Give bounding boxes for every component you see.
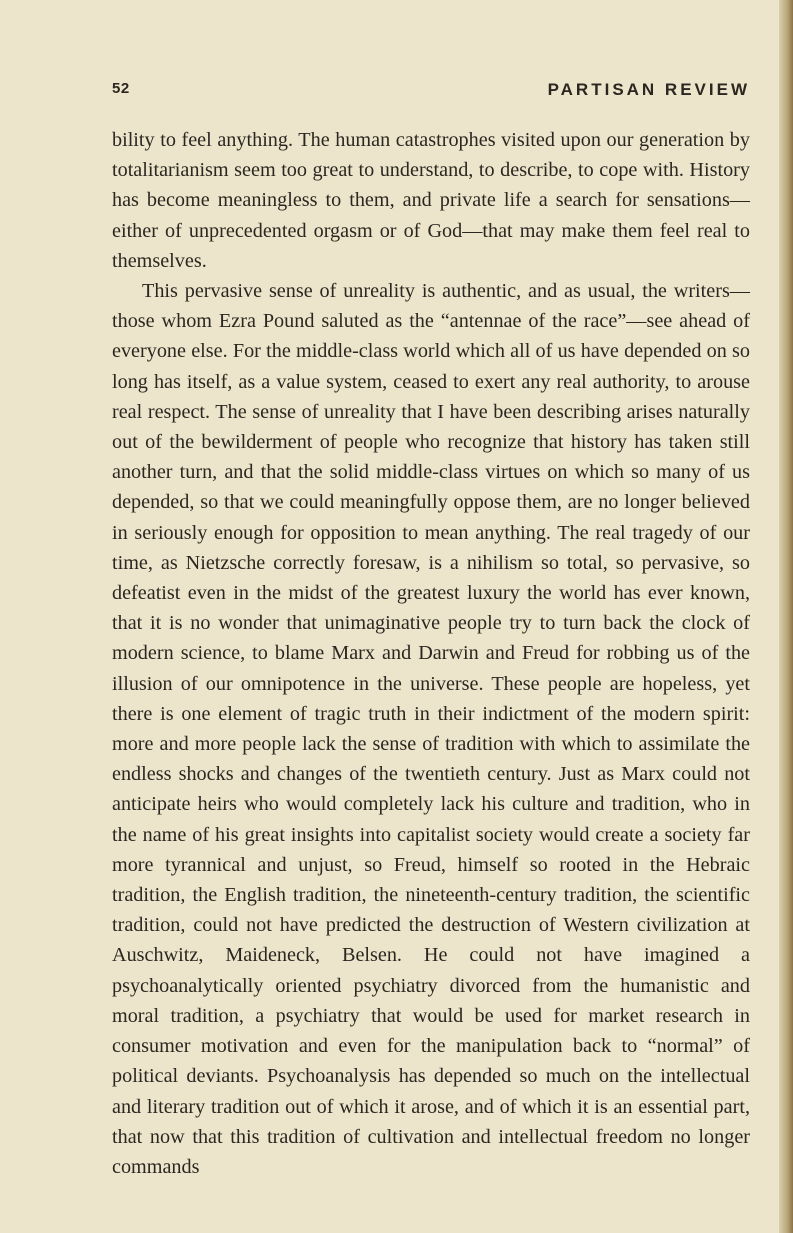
running-head: PARTISAN REVIEW [547, 80, 750, 99]
page-number: 52 [112, 80, 130, 97]
body-text [112, 125, 750, 1182]
paragraph: This pervasive sense of unreality is authentic, and as usual, the writers—those whom Ezra Pound saluted as the “antennae of the race”—see ahead of everyone else. For the middle-class world which all of us have depended on so long has itself, as a value system, ceased to exert any real authority, to arouse real respect. The sense of unreality that I have been describing arises naturally out of the bewilderment of people who recognize that history has taken still another turn, and that the solid middle-class virtues on which so many of us depended, so that we could meaningfully oppose them, are no longer believed in seriously enough for opposition to mean anything. The real tragedy of our time, as Nietzsche correctly foresaw, is a nihilism so total, so pervasive, so defeatist even in the midst of the greatest luxury the world has ever known, that it is no wonder that unimaginative people try to turn back the clock of modern science, to blame Marx and Darwin and Freud for robbing us of the illusion of our omnipotence in the universe. These people are hopeless, yet there is one element of tragic truth in their indictment of the modern spirit: more and more people lack the sense of tradition with which to assimilate the endless shocks and changes of the twentieth century. Just as Marx could not anticipate heirs who would completely lack his culture and tradition, who in the name of his great insights into capitalist society would create a society far more tyrannical and unjust, so Freud, himself so rooted in the Hebraic tradition, the English tradition, the nineteenth-century tradition, the scientific tradition, could not have predicted the destruction of Western civilization at Auschwitz, Maideneck, Belsen. He could not have imagined a psychoanalytically oriented psychiatry divorced from the humanistic and moral tradition, a psychiatry that would be used for market research in consumer motivation and even for the manipulation back to “normal” of political deviants. Psychoanalysis has depended so much on the intellectual and literary tradition out of which it arose, and of which it is an essential part, that now that this tradition of cultivation and intellectual freedom no longer commands [112, 280, 750, 1178]
page-spine-edge [779, 0, 793, 1233]
paragraph-continued: bility to feel anything. The human catastrophes visited upon our generation by totalitarianism seem too great to understand, to describe, to cope with. History has become meaningless to them, and private life a search for sensations—either of unprecedented orgasm or of God—that may make them feel real to themselves. [112, 129, 750, 272]
page-header [112, 80, 750, 104]
